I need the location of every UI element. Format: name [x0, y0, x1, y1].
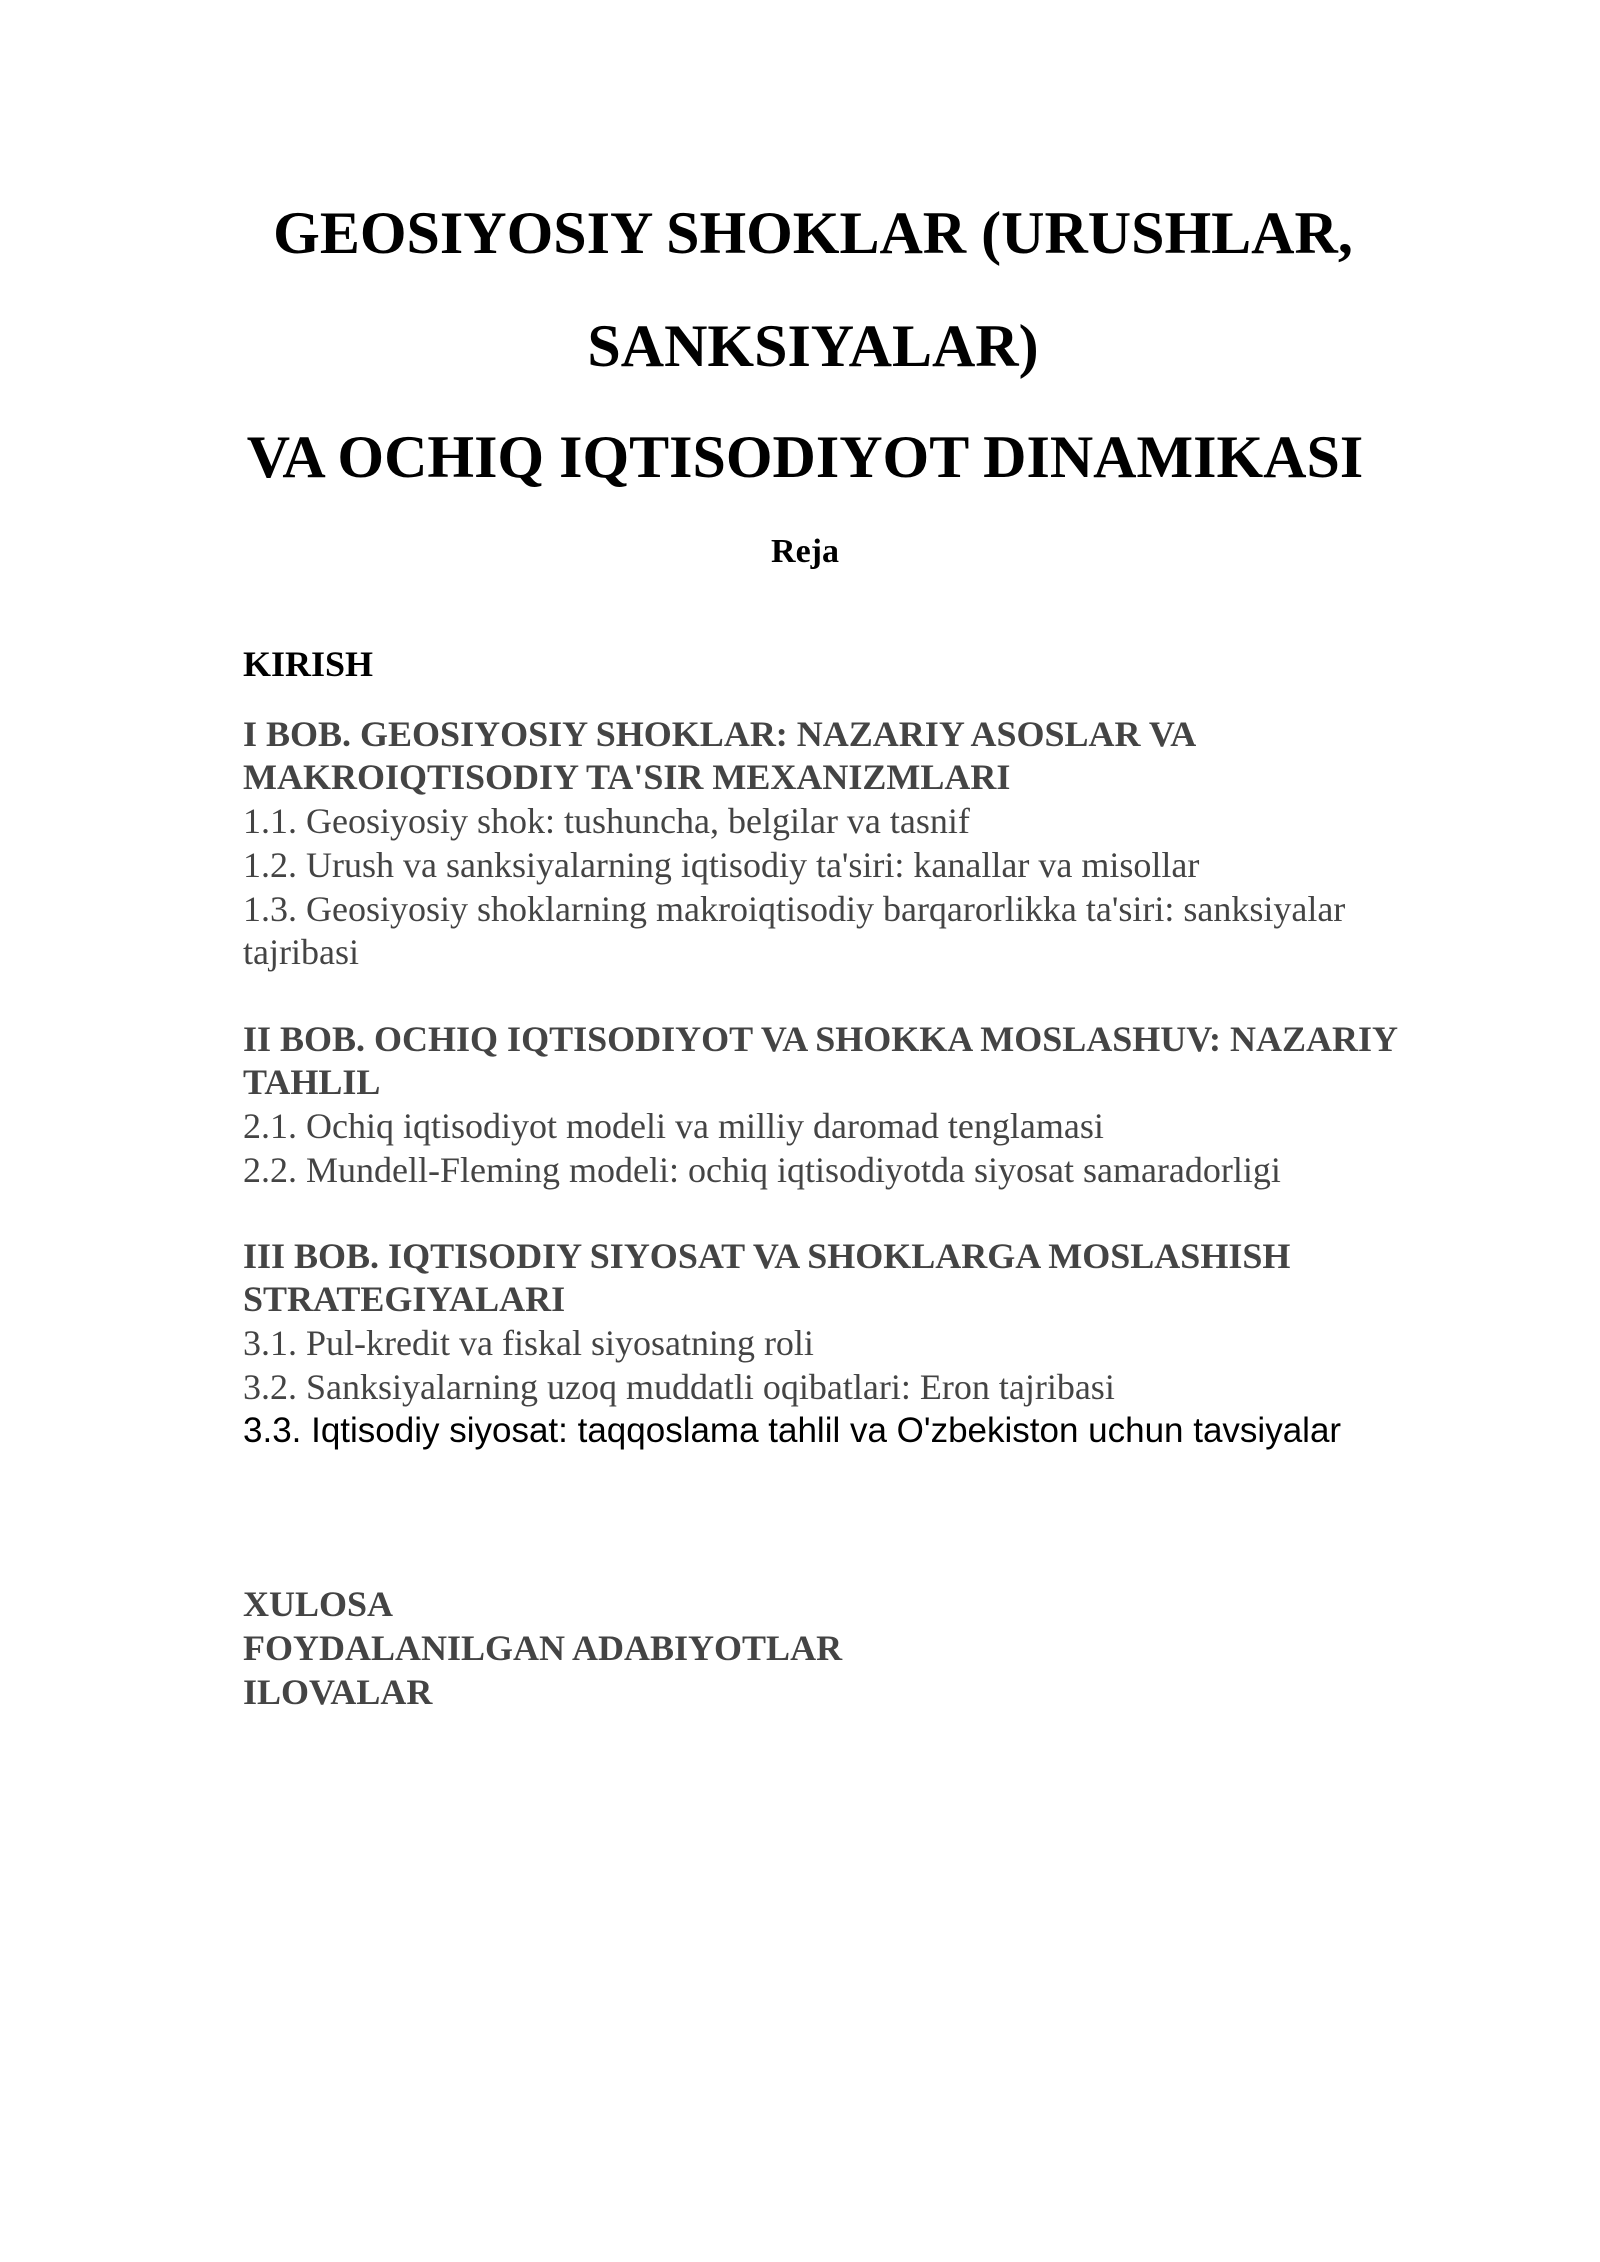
- chapter-3-item-3: 3.3. Iqtisodiy siyosat: taqqoslama tahlil va O'zbekiston uchun tavsiyalar: [243, 1411, 1342, 1450]
- appendices-heading: ILOVALAR: [243, 1672, 433, 1712]
- plan-subtitle: Reja: [771, 533, 839, 570]
- document-title-line-2: SANKSIYALAR): [587, 313, 1039, 379]
- chapter-1-item-3: 1.3. Geosiyosiy shoklarning makroiqtisodiy barqarorlikka ta'siri: sanksiyalar: [243, 889, 1346, 929]
- chapter-3-heading: III BOB. IQTISODIY SIYOSAT VA SHOKLARGA MOSLASHISH: [243, 1236, 1291, 1276]
- chapter-3-heading-cont: STRATEGIYALARI: [243, 1279, 566, 1319]
- chapter-2-heading-cont: TAHLIL: [243, 1062, 381, 1102]
- chapter-1-item-1: 1.1. Geosiyosiy shok: tushuncha, belgilar va tasnif: [243, 801, 970, 841]
- document-title-line-1: GEOSIYOSIY SHOKLAR (URUSHLAR,: [273, 200, 1353, 266]
- chapter-1-item-2: 1.2. Urush va sanksiyalarning iqtisodiy ta'siri: kanallar va misollar: [243, 845, 1200, 885]
- intro-heading: KIRISH: [243, 644, 374, 684]
- chapter-1-heading: I BOB. GEOSIYOSIY SHOKLAR: NAZARIY ASOSLAR VA: [243, 714, 1197, 754]
- chapter-3-item-2: 3.2. Sanksiyalarning uzoq muddatli oqibatlari: Eron tajribasi: [243, 1367, 1115, 1407]
- document-title-line-3: VA OCHIQ IQTISODIYOT DINAMIKASI: [246, 424, 1364, 490]
- chapter-2-heading: II BOB. OCHIQ IQTISODIYOT VA SHOKKA MOSLASHUV: NAZARIY: [243, 1019, 1398, 1059]
- conclusion-heading: XULOSA: [243, 1584, 394, 1624]
- chapter-2-item-1: 2.1. Ochiq iqtisodiyot modeli va milliy daromad tenglamasi: [243, 1106, 1104, 1146]
- chapter-1-item-3-cont: tajribasi: [243, 932, 359, 972]
- chapter-2-item-2: 2.2. Mundell-Fleming modeli: ochiq iqtisodiyotda siyosat samaradorligi: [243, 1150, 1281, 1190]
- chapter-1-heading-cont: MAKROIQTISODIY TA'SIR MEXANIZMLARI: [243, 757, 1011, 797]
- references-heading: FOYDALANILGAN ADABIYOTLAR: [243, 1628, 843, 1668]
- chapter-3-item-1: 3.1. Pul-kredit va fiskal siyosatning roli: [243, 1323, 814, 1363]
